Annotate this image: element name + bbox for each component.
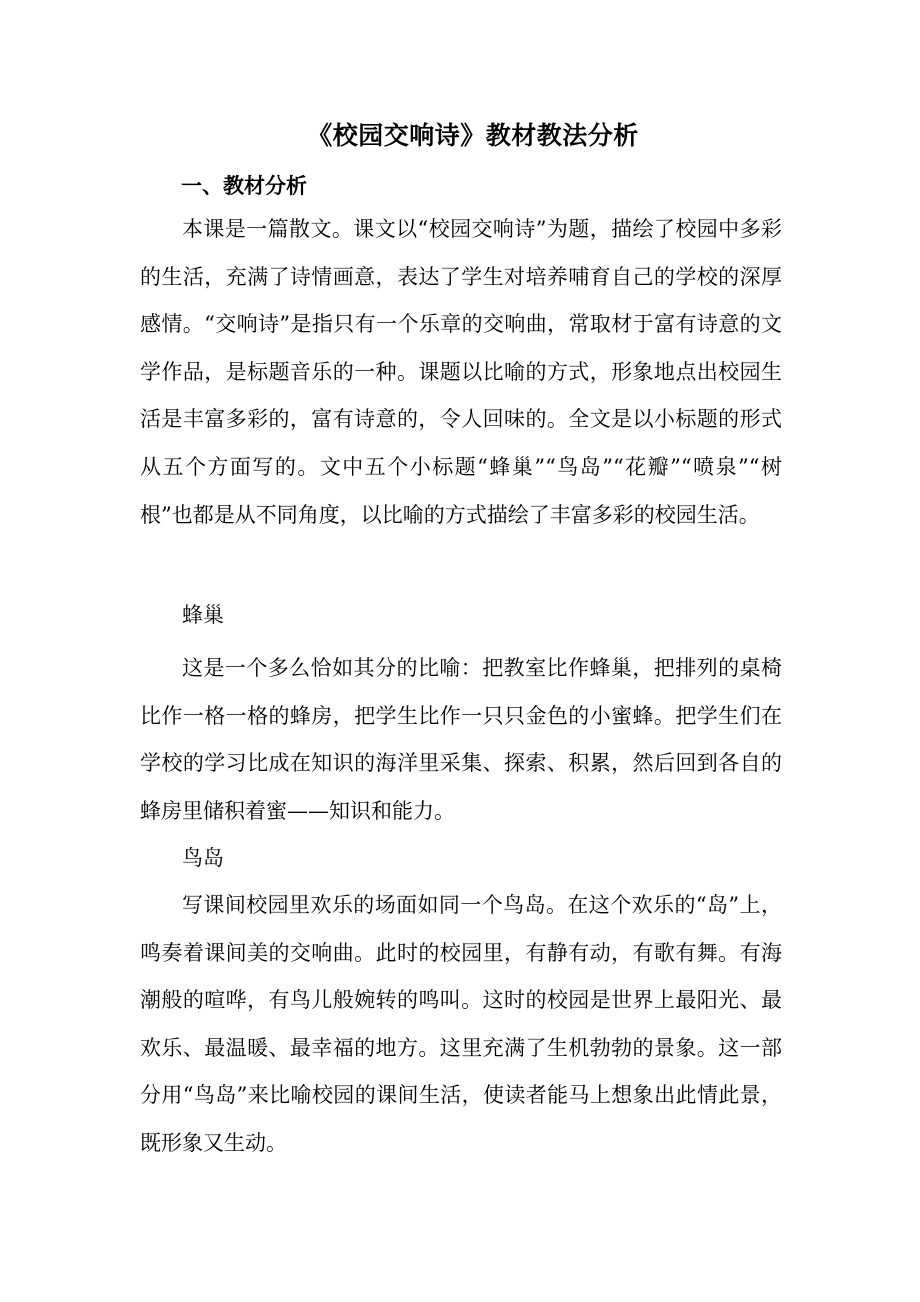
intro-paragraph: 本课是一篇散文。课文以“校园交响诗”为题，描绘了校园中多彩的生活，充满了诗情画意，表达了学生对培养哺育自己的学校的深厚感情。“交响诗”是指只有一个乐章的交响曲，常取材于富有诗意的文学作品，是标题音乐的一种。课题以比喻的方式，形象地点出校园生活是丰富多彩的，富有诗意的，令人回味的。全文是以小标题的形式从五个方面写的。文中五个小标题“蜂巢”“鸟岛”“花瓣”“喷泉”“树根”也都是从不同角度，以比喻的方式描绘了丰富多彩的校园生活。 [140, 217, 782, 527]
subsection-heading-niaodao: 鸟岛 [182, 846, 224, 870]
subsection-paragraph-niaodao: 写课间校园里欢乐的场面如同一个鸟岛。在这个欢乐的“岛”上，鸣奏着课间美的交响曲。此时的校园里，有静有动，有歌有舞。有海潮般的喧哗，有鸟儿般婉转的鸣叫。这时的校园是世界上最阳光、最欢乐、最温暖、最幸福的地方。这里充满了生机勃勃的景象。这一部分用“鸟岛”来比喻校园的课间生活，使读者能马上想象出此情此景，既形象又生动。 [140, 893, 782, 1155]
subsection-heading-fengchao: 蜂巢 [182, 603, 224, 627]
section-heading: 一、教材分析 [181, 173, 307, 198]
subsection-paragraph-fengchao: 这是一个多么恰如其分的比喻：把教室比作蜂巢，把排列的桌椅比作一格一格的蜂房，把学生比作一只只金色的小蜜蜂。把学生们在学校的学习比成在知识的海洋里采集、探索、积累，然后回到各自的蜂房里储积着蜜——知识和能力。 [140, 656, 782, 823]
document-title: 《校园交响诗》教材教法分析 [307, 121, 639, 150]
